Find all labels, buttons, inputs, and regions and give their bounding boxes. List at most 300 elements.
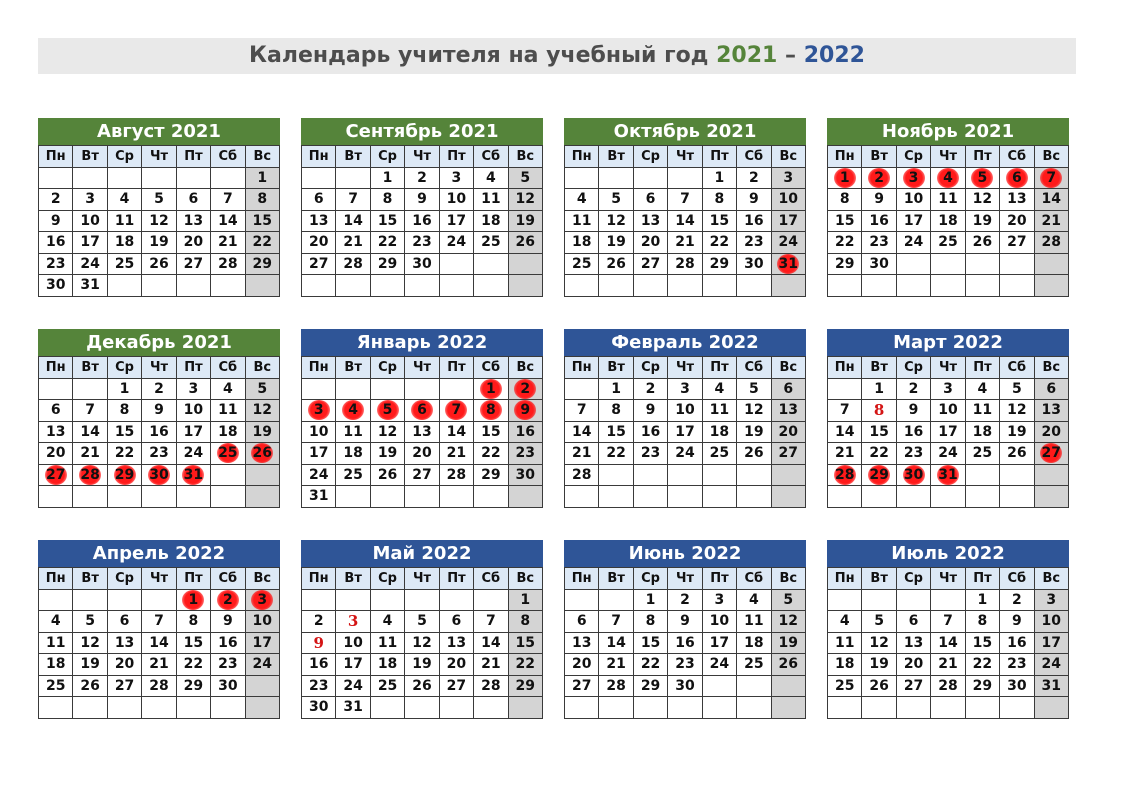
empty-cell <box>702 675 736 697</box>
day-cell: 18 <box>370 654 404 676</box>
week-row <box>39 421 280 443</box>
weekday-label: Чт <box>931 146 965 168</box>
empty-cell <box>668 464 702 486</box>
weekday-label: Пт <box>439 568 473 590</box>
week-row <box>39 611 280 633</box>
day-cell: 21 <box>336 232 370 254</box>
day-cell: 3 <box>1034 589 1068 611</box>
empty-cell <box>931 697 965 719</box>
day-cell: 25 <box>474 232 508 254</box>
holiday-day: 31 <box>938 466 958 483</box>
day-cell: 24 <box>302 464 336 486</box>
day-cell <box>508 400 542 422</box>
day-cell: 17 <box>176 421 210 443</box>
day-cell: 13 <box>302 210 336 232</box>
holiday-day: 2 <box>217 590 239 610</box>
day-cell: 24 <box>1034 654 1068 676</box>
day-cell <box>39 464 73 486</box>
day-cell: 20 <box>1034 421 1068 443</box>
day-cell: 17 <box>245 632 279 654</box>
day-cell: 24 <box>896 232 930 254</box>
empty-cell <box>565 486 599 508</box>
week-row <box>565 632 806 654</box>
month-title: Июль 2022 <box>827 540 1069 567</box>
day-cell: 26 <box>599 253 633 275</box>
empty-cell <box>302 589 336 611</box>
title-year-end: 2022 <box>803 43 865 68</box>
day-cell: 8 <box>176 611 210 633</box>
day-cell: 19 <box>142 232 176 254</box>
day-cell: 22 <box>245 232 279 254</box>
empty-cell <box>508 275 542 297</box>
week-row <box>39 400 280 422</box>
holiday-day: 6 <box>1006 168 1028 188</box>
empty-cell <box>828 589 862 611</box>
day-cell: 21 <box>142 654 176 676</box>
empty-cell <box>931 253 965 275</box>
day-cell: 24 <box>931 443 965 465</box>
day-cell: 23 <box>405 232 439 254</box>
weekday-label: Пн <box>39 146 73 168</box>
holiday-day: 25 <box>218 445 238 462</box>
day-cell: 3 <box>668 378 702 400</box>
day-cell: 28 <box>474 675 508 697</box>
day-cell: 17 <box>336 654 370 676</box>
week-row <box>565 189 806 211</box>
weekday-label: Сб <box>211 357 245 379</box>
empty-cell <box>405 697 439 719</box>
day-cell: 25 <box>336 464 370 486</box>
week-row <box>302 232 543 254</box>
empty-cell <box>474 697 508 719</box>
empty-cell <box>142 486 176 508</box>
day-cell: 11 <box>737 611 771 633</box>
day-cell: 2 <box>896 378 930 400</box>
empty-cell <box>142 275 176 297</box>
day-cell <box>211 589 245 611</box>
day-cell: 10 <box>931 400 965 422</box>
week-row <box>302 400 543 422</box>
day-cell: 15 <box>862 421 896 443</box>
day-cell: 12 <box>142 210 176 232</box>
weekday-label: Ср <box>896 357 930 379</box>
weekday-label: Вс <box>771 146 805 168</box>
day-cell: 8 <box>245 189 279 211</box>
day-cell: 24 <box>668 443 702 465</box>
day-cell: 22 <box>107 443 141 465</box>
day-cell: 18 <box>702 421 736 443</box>
empty-cell <box>702 486 736 508</box>
holiday-day: 2 <box>514 379 536 399</box>
empty-cell <box>1034 275 1068 297</box>
empty-cell <box>737 486 771 508</box>
day-cell: 25 <box>965 443 999 465</box>
weekday-label: Ср <box>370 357 404 379</box>
day-cell: 31 <box>73 275 107 297</box>
holiday-day: 3 <box>903 168 925 188</box>
empty-cell <box>737 275 771 297</box>
day-cell: 4 <box>737 589 771 611</box>
weekday-label: Вс <box>1034 146 1068 168</box>
day-cell: 17 <box>439 210 473 232</box>
empty-cell <box>439 589 473 611</box>
day-cell: 24 <box>336 675 370 697</box>
day-cell: 20 <box>565 654 599 676</box>
day-cell: 16 <box>737 210 771 232</box>
empty-cell <box>771 697 805 719</box>
day-cell: 8 <box>633 611 667 633</box>
day-cell: 23 <box>633 443 667 465</box>
weekday-label: Пт <box>439 146 473 168</box>
empty-cell <box>474 275 508 297</box>
holiday-day-red: 9 <box>313 633 324 652</box>
empty-cell <box>474 253 508 275</box>
day-cell <box>176 464 210 486</box>
day-cell: 11 <box>702 400 736 422</box>
empty-cell <box>896 697 930 719</box>
week-row <box>302 654 543 676</box>
weekday-label: Вт <box>73 357 107 379</box>
week-row <box>302 464 543 486</box>
day-cell: 10 <box>439 189 473 211</box>
holiday-day: 5 <box>377 400 399 420</box>
day-cell: 21 <box>565 443 599 465</box>
day-cell: 3 <box>771 167 805 189</box>
weekday-label: Чт <box>142 357 176 379</box>
day-cell: 18 <box>931 210 965 232</box>
month-table <box>564 145 806 297</box>
holiday-day: 3 <box>308 400 330 420</box>
empty-cell <box>211 464 245 486</box>
empty-cell <box>668 167 702 189</box>
weekday-label: Сб <box>737 568 771 590</box>
empty-cell <box>931 275 965 297</box>
month-calendar <box>301 329 543 508</box>
empty-cell <box>245 486 279 508</box>
weekday-label: Сб <box>737 146 771 168</box>
day-cell: 22 <box>508 654 542 676</box>
day-cell: 2 <box>668 589 702 611</box>
empty-cell <box>599 697 633 719</box>
empty-cell <box>828 697 862 719</box>
day-cell: 15 <box>474 421 508 443</box>
day-cell: 26 <box>142 253 176 275</box>
empty-cell <box>439 486 473 508</box>
weekday-label: Пн <box>39 568 73 590</box>
empty-cell <box>565 589 599 611</box>
empty-cell <box>1000 486 1034 508</box>
holiday-day: 7 <box>445 400 467 420</box>
day-cell: 17 <box>702 632 736 654</box>
day-cell: 15 <box>245 210 279 232</box>
empty-cell <box>896 486 930 508</box>
empty-cell <box>176 486 210 508</box>
week-row <box>828 167 1069 189</box>
day-cell: 6 <box>302 189 336 211</box>
holiday-day: 31 <box>183 466 204 483</box>
empty-cell <box>599 486 633 508</box>
day-cell <box>1034 167 1068 189</box>
day-cell: 5 <box>73 611 107 633</box>
day-cell: 17 <box>931 421 965 443</box>
empty-cell <box>405 589 439 611</box>
day-cell: 10 <box>336 632 370 654</box>
weekday-label: Вс <box>1034 357 1068 379</box>
weekday-label: Пт <box>965 568 999 590</box>
day-cell: 26 <box>771 654 805 676</box>
holiday-day: 4 <box>342 400 364 420</box>
day-cell: 21 <box>474 654 508 676</box>
empty-cell <box>245 464 279 486</box>
empty-cell <box>474 589 508 611</box>
empty-cell <box>702 275 736 297</box>
day-cell: 23 <box>302 675 336 697</box>
empty-cell <box>599 275 633 297</box>
day-cell: 23 <box>39 253 73 275</box>
day-cell: 14 <box>565 421 599 443</box>
day-cell <box>862 167 896 189</box>
empty-cell <box>39 378 73 400</box>
day-cell: 12 <box>862 632 896 654</box>
title-year-start: 2021 <box>716 43 778 68</box>
day-cell: 18 <box>565 232 599 254</box>
day-cell <box>73 464 107 486</box>
weekday-label: Пн <box>565 357 599 379</box>
weekday-label: Сб <box>474 568 508 590</box>
day-cell: 19 <box>599 232 633 254</box>
week-row <box>39 654 280 676</box>
empty-cell <box>73 589 107 611</box>
weekday-label: Ср <box>107 568 141 590</box>
day-cell: 10 <box>702 611 736 633</box>
week-row <box>565 400 806 422</box>
empty-cell <box>1034 486 1068 508</box>
day-cell: 27 <box>1000 232 1034 254</box>
week-row <box>302 675 543 697</box>
weekday-label: Ср <box>107 357 141 379</box>
day-cell: 13 <box>107 632 141 654</box>
empty-cell <box>1000 253 1034 275</box>
day-cell: 4 <box>474 167 508 189</box>
empty-cell <box>107 486 141 508</box>
day-cell: 28 <box>565 464 599 486</box>
empty-cell <box>107 589 141 611</box>
empty-cell <box>336 275 370 297</box>
weekday-label: Вт <box>599 357 633 379</box>
empty-cell <box>896 275 930 297</box>
day-cell: 7 <box>474 611 508 633</box>
empty-cell <box>599 589 633 611</box>
day-cell: 4 <box>39 611 73 633</box>
weekday-label: Вт <box>336 568 370 590</box>
month-title: Январь 2022 <box>301 329 543 356</box>
day-cell: 27 <box>107 675 141 697</box>
week-row <box>39 189 280 211</box>
empty-cell <box>474 486 508 508</box>
weekday-label: Сб <box>1000 357 1034 379</box>
holiday-day: 26 <box>252 445 272 462</box>
empty-cell <box>965 697 999 719</box>
empty-cell <box>828 486 862 508</box>
day-cell: 13 <box>439 632 473 654</box>
month-table <box>827 567 1069 719</box>
day-cell <box>1000 167 1034 189</box>
day-cell: 24 <box>771 232 805 254</box>
day-cell: 9 <box>211 611 245 633</box>
week-row <box>302 697 543 719</box>
day-cell: 11 <box>211 400 245 422</box>
page-title <box>38 38 1076 74</box>
day-cell: 4 <box>370 611 404 633</box>
day-cell: 16 <box>1000 632 1034 654</box>
week-row <box>565 697 806 719</box>
day-cell: 21 <box>931 654 965 676</box>
weekday-label: Пт <box>176 357 210 379</box>
day-cell <box>771 253 805 275</box>
month-table <box>301 567 543 719</box>
empty-cell <box>39 486 73 508</box>
day-cell: 6 <box>176 189 210 211</box>
day-cell: 13 <box>771 400 805 422</box>
empty-cell <box>896 253 930 275</box>
day-cell: 13 <box>39 421 73 443</box>
weekday-label: Сб <box>1000 146 1034 168</box>
day-cell: 10 <box>771 189 805 211</box>
day-cell: 8 <box>370 189 404 211</box>
month-title: Июнь 2022 <box>564 540 806 567</box>
week-row <box>302 210 543 232</box>
day-cell: 13 <box>565 632 599 654</box>
day-cell: 7 <box>336 189 370 211</box>
empty-cell <box>633 275 667 297</box>
day-cell: 10 <box>668 400 702 422</box>
weekday-label: Ср <box>107 146 141 168</box>
day-cell: 2 <box>1000 589 1034 611</box>
week-row <box>39 275 280 297</box>
day-cell <box>896 167 930 189</box>
day-cell: 30 <box>668 675 702 697</box>
day-cell: 28 <box>599 675 633 697</box>
empty-cell <box>965 486 999 508</box>
month-calendar <box>827 329 1069 508</box>
day-cell: 25 <box>702 443 736 465</box>
month-title: Декабрь 2021 <box>38 329 280 356</box>
day-cell: 21 <box>668 232 702 254</box>
empty-cell <box>508 486 542 508</box>
weekday-label: Пн <box>565 146 599 168</box>
holiday-day: 5 <box>971 168 993 188</box>
day-cell: 12 <box>737 400 771 422</box>
day-cell: 28 <box>1034 232 1068 254</box>
weekday-header-row <box>565 146 806 168</box>
day-cell: 5 <box>508 167 542 189</box>
day-cell: 31 <box>336 697 370 719</box>
day-cell: 7 <box>142 611 176 633</box>
day-cell: 20 <box>176 232 210 254</box>
week-row <box>565 232 806 254</box>
day-cell: 25 <box>107 253 141 275</box>
day-cell: 22 <box>599 443 633 465</box>
month-table <box>827 356 1069 508</box>
weekday-label: Пт <box>702 568 736 590</box>
holiday-day-red: 3 <box>347 612 359 631</box>
day-cell: 6 <box>896 611 930 633</box>
day-cell: 16 <box>39 232 73 254</box>
weekday-label: Чт <box>668 146 702 168</box>
weekday-label: Вт <box>862 357 896 379</box>
empty-cell <box>439 378 473 400</box>
empty-cell <box>211 697 245 719</box>
empty-cell <box>73 167 107 189</box>
day-cell: 5 <box>1000 378 1034 400</box>
weekday-header-row <box>828 357 1069 379</box>
day-cell: 20 <box>39 443 73 465</box>
day-cell <box>931 464 965 486</box>
day-cell: 11 <box>474 189 508 211</box>
day-cell: 12 <box>73 632 107 654</box>
empty-cell <box>370 275 404 297</box>
empty-cell <box>211 167 245 189</box>
day-cell: 2 <box>142 378 176 400</box>
day-cell: 18 <box>474 210 508 232</box>
day-cell: 29 <box>702 253 736 275</box>
day-cell: 5 <box>245 378 279 400</box>
week-row <box>565 167 806 189</box>
empty-cell <box>508 253 542 275</box>
month-title: Март 2022 <box>827 329 1069 356</box>
day-cell: 22 <box>176 654 210 676</box>
empty-cell <box>245 675 279 697</box>
week-row <box>828 210 1069 232</box>
week-row <box>828 189 1069 211</box>
empty-cell <box>599 167 633 189</box>
day-cell: 20 <box>896 654 930 676</box>
weekday-label: Пн <box>39 357 73 379</box>
empty-cell <box>565 275 599 297</box>
weekday-label: Пт <box>965 146 999 168</box>
day-cell: 4 <box>965 378 999 400</box>
day-cell: 15 <box>965 632 999 654</box>
weekday-label: Чт <box>405 357 439 379</box>
weekday-label: Пн <box>828 146 862 168</box>
day-cell: 2 <box>633 378 667 400</box>
day-cell: 22 <box>965 654 999 676</box>
week-row <box>39 464 280 486</box>
weekday-label: Пн <box>302 357 336 379</box>
day-cell: 27 <box>405 464 439 486</box>
day-cell: 16 <box>211 632 245 654</box>
month-calendar <box>38 540 280 719</box>
day-cell: 30 <box>211 675 245 697</box>
weekday-header-row <box>39 357 280 379</box>
week-row <box>565 443 806 465</box>
day-cell: 24 <box>245 654 279 676</box>
month-title: Ноябрь 2021 <box>827 118 1069 145</box>
empty-cell <box>1000 464 1034 486</box>
weekday-label: Вт <box>862 568 896 590</box>
month-calendar <box>301 118 543 297</box>
week-row <box>39 210 280 232</box>
day-cell: 27 <box>176 253 210 275</box>
day-cell: 1 <box>633 589 667 611</box>
empty-cell <box>39 167 73 189</box>
weekday-label: Пн <box>302 568 336 590</box>
week-row <box>302 189 543 211</box>
month-title: Сентябрь 2021 <box>301 118 543 145</box>
empty-cell <box>965 253 999 275</box>
empty-cell <box>176 167 210 189</box>
holiday-day: 28 <box>80 466 100 483</box>
